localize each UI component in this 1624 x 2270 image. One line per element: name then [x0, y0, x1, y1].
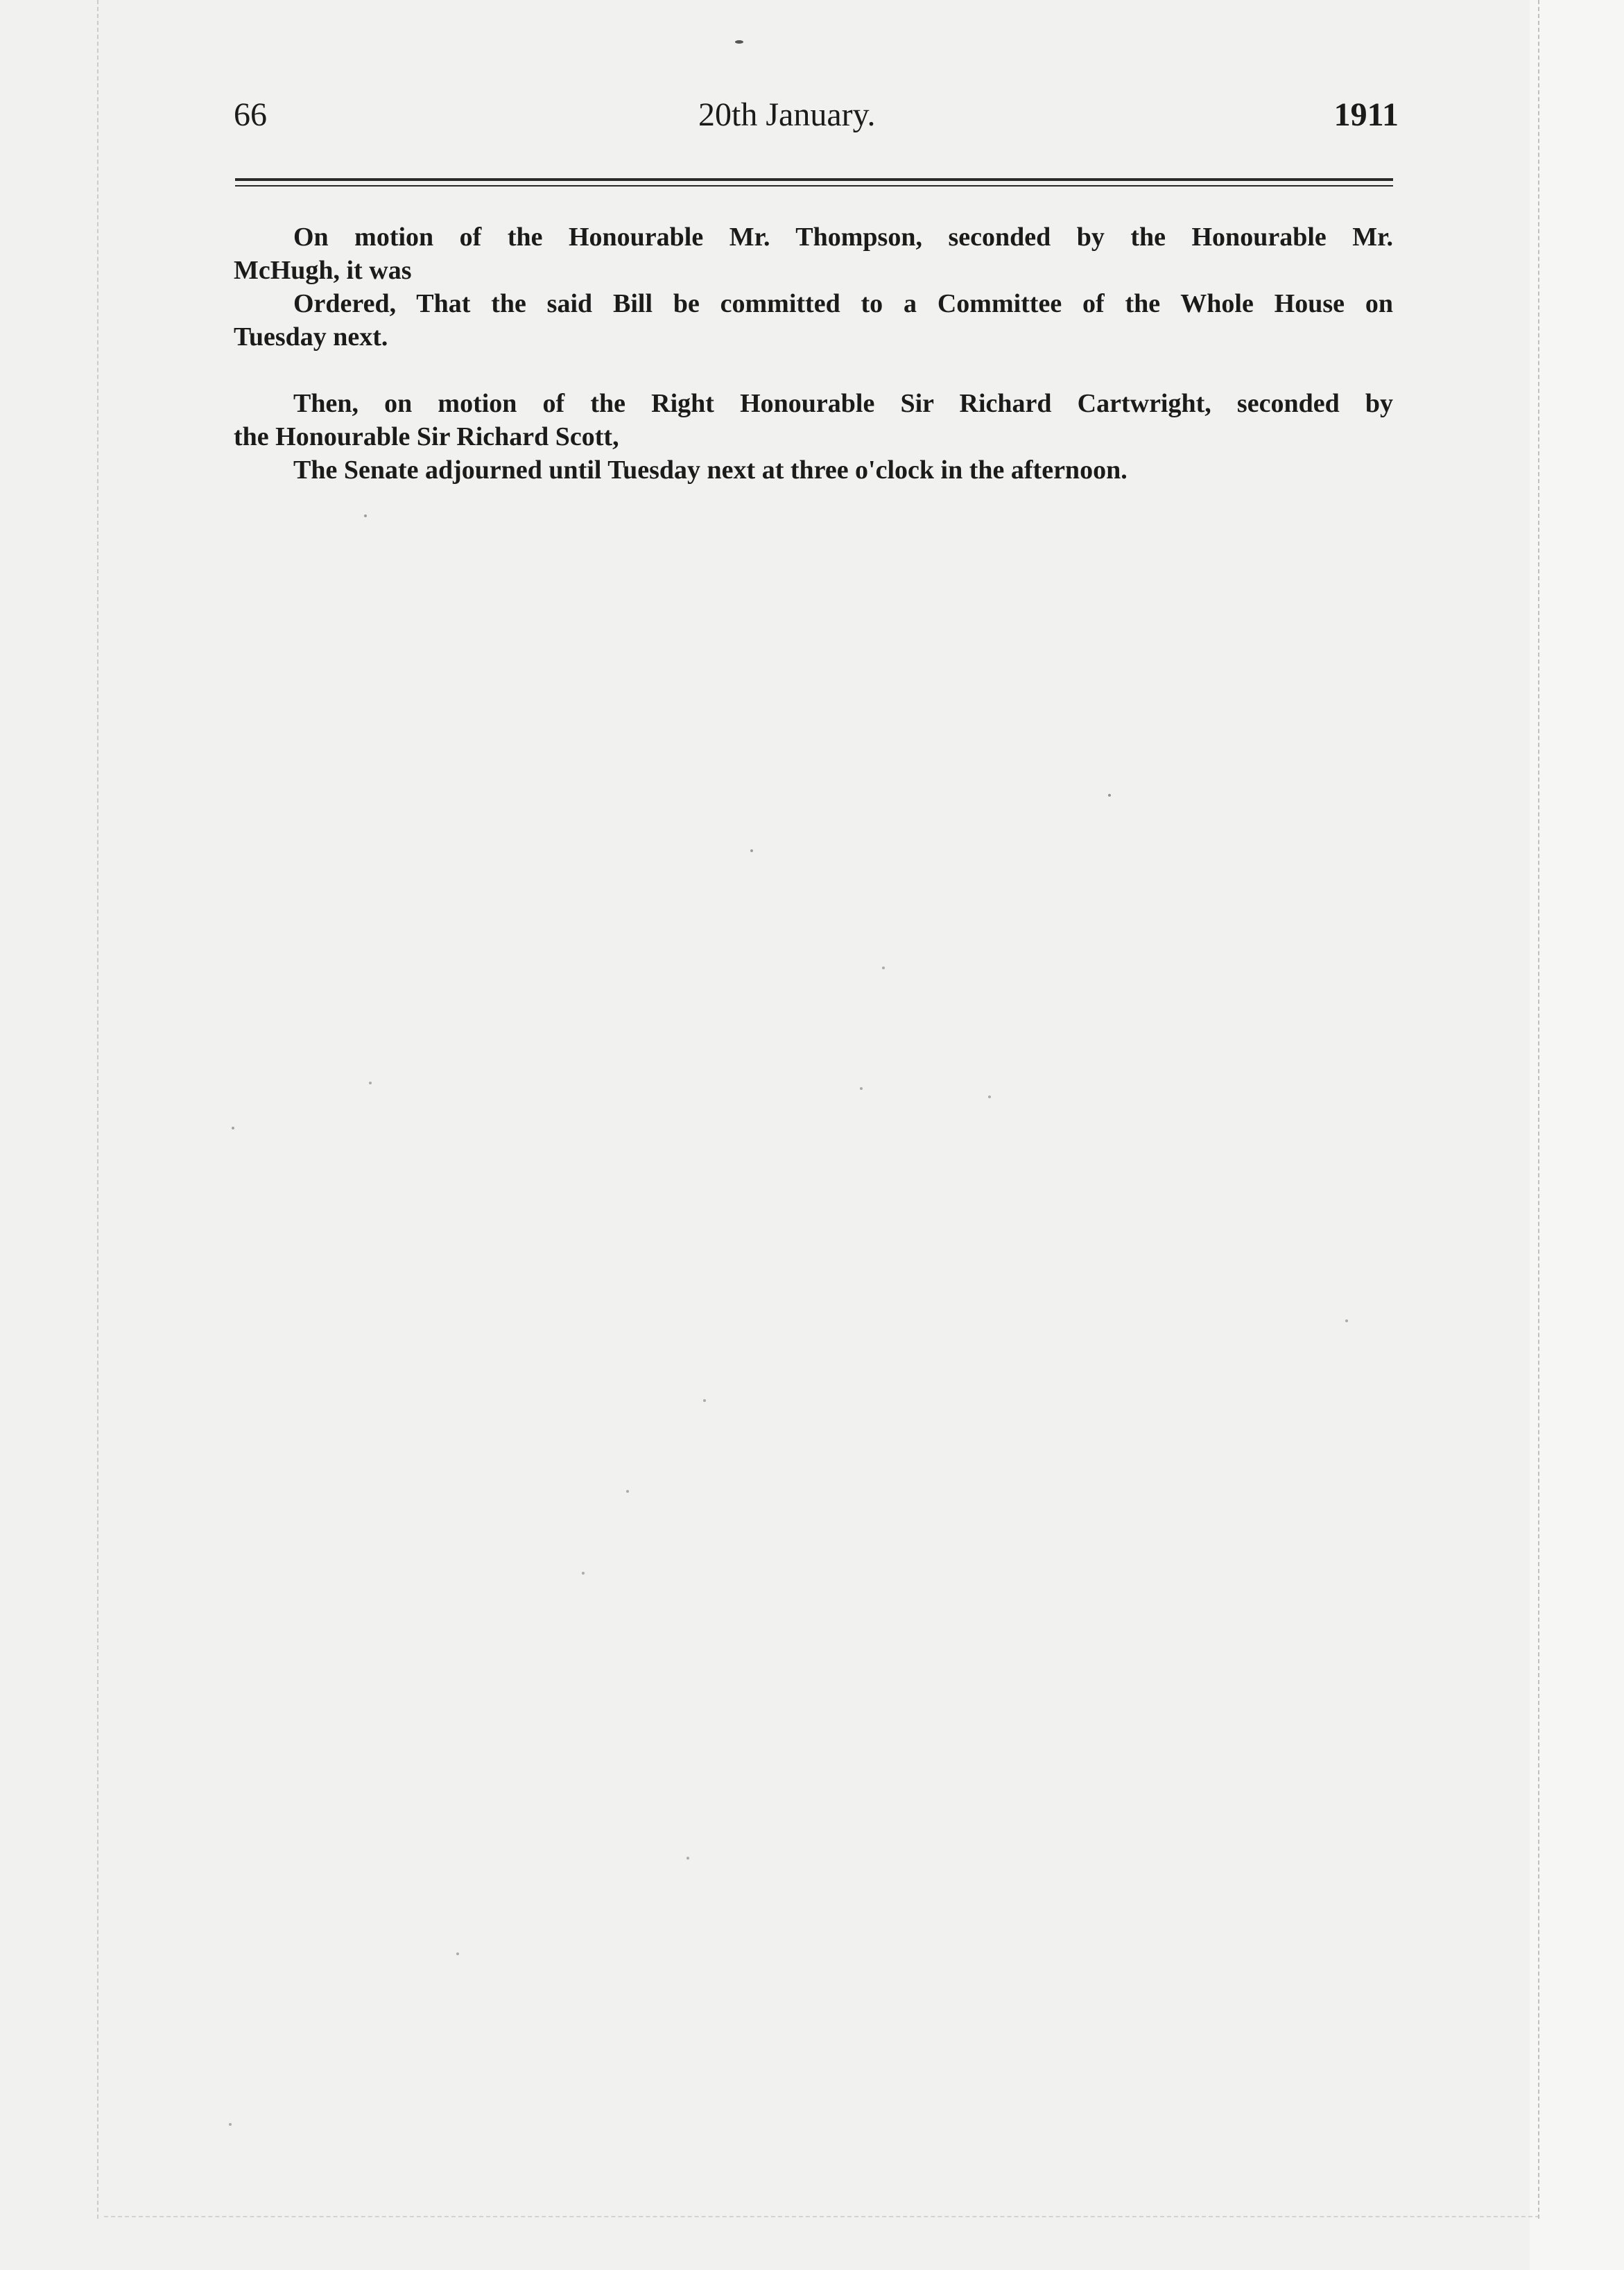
- paragraph-line: McHugh, it was: [234, 256, 412, 285]
- scan-speck: [369, 1082, 372, 1084]
- page-number: 66: [234, 96, 267, 133]
- scan-speck: [1108, 794, 1111, 797]
- paragraph-line: Ordered, That the said Bill be committed to a Committee of the Whole House on: [293, 289, 1393, 318]
- scan-speck: [364, 514, 367, 517]
- header-year: 1911: [1333, 96, 1399, 133]
- scan-speck: [626, 1490, 629, 1493]
- page-header: [234, 96, 1399, 146]
- paragraph-line: The Senate adjourned until Tuesday next at three o'clock in the afternoon.: [293, 456, 1128, 485]
- paragraph-line: On motion of the Honourable Mr. Thompson, seconded by the Honourable Mr.: [293, 223, 1393, 252]
- scan-speck: [735, 40, 743, 44]
- paragraph-adjournment: [234, 453, 1393, 487]
- scan-speck: [750, 849, 753, 852]
- header-rule-thin: [235, 185, 1393, 187]
- scan-speck: [686, 1857, 689, 1860]
- scan-speck: [703, 1399, 706, 1402]
- scan-speck: [229, 2123, 232, 2126]
- paragraph-order: [234, 287, 1393, 354]
- left-page-edge-line: [97, 0, 101, 2219]
- scan-speck: [582, 1572, 585, 1575]
- scan-speck: [232, 1127, 234, 1129]
- scan-speck: [988, 1095, 991, 1098]
- scan-speck: [1345, 1319, 1348, 1322]
- header-date: 20th January.: [698, 96, 876, 133]
- page-edge: [1530, 0, 1624, 2270]
- bottom-page-edge-line: [104, 2216, 1539, 2217]
- paragraph-motion: [234, 220, 1393, 287]
- scan-speck: [860, 1087, 863, 1090]
- header-rule-thick: [235, 178, 1393, 181]
- paragraph-line: Then, on motion of the Right Honourable Sir Richard Cartwright, seconded by: [293, 389, 1393, 418]
- scan-speck: [456, 1952, 459, 1955]
- paragraph-line: the Honourable Sir Richard Scott,: [234, 422, 619, 451]
- paragraph-adjournment-motion: [234, 387, 1393, 453]
- scan-speck: [882, 967, 885, 969]
- paragraph-line: Tuesday next.: [234, 322, 388, 352]
- right-page-edge-line: [1538, 0, 1542, 2219]
